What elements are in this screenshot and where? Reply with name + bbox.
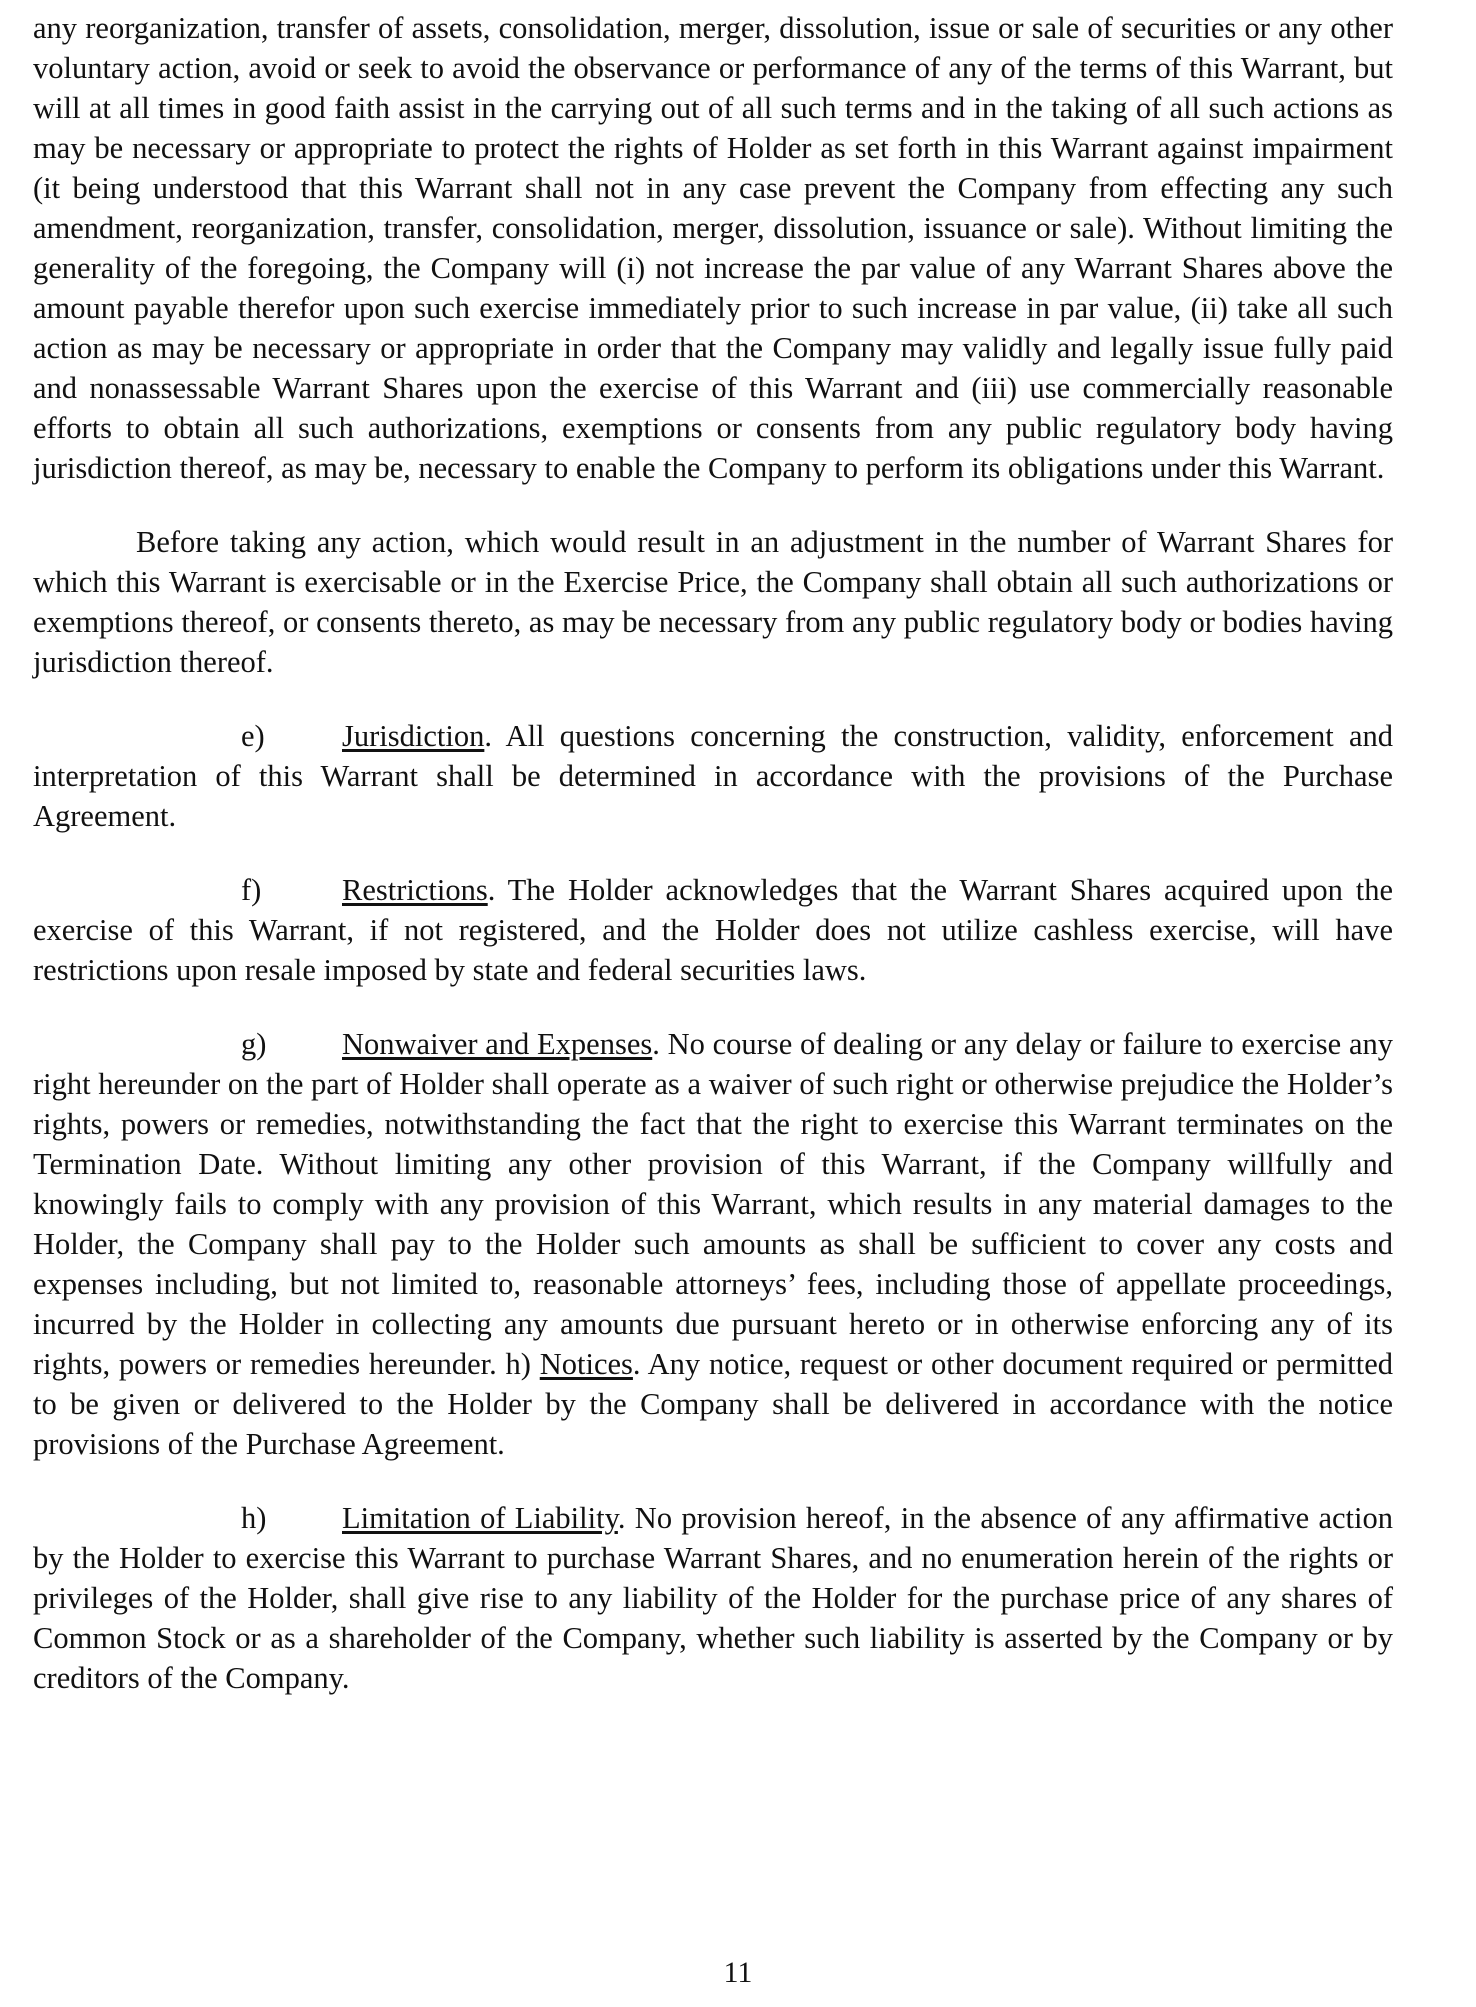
section-body: . The Holder acknowledges that the Warrant Shares acquired upon the exercise of this Warrant, if not registered, and the Holder does not utilize cashless exercise, will have restrictions upon resale imposed by state and federal securities laws. (33, 873, 1393, 987)
inline-body-notices: . Any notice, request or other document required or permitted to be given or delivered to the Holder by the Company shall be delivered in accordance with the notice provisions of the Purchase Agreement. (33, 1347, 1393, 1461)
section-g-nonwaiver (33, 1024, 1393, 1464)
inline-heading-notices: Notices (539, 1347, 633, 1381)
paragraph-covenants-continued: any reorganization, transfer of assets, consolidation, merger, dissolution, issue or sale of securities or any other voluntary action, avoid or seek to avoid the observance or performance of any of the terms of this Warrant, but will at all times in good faith assist in the carrying out of all such terms and in the taking of all such actions as may be necessary or appropriate to protect the rights of Holder as set forth in this Warrant against impairment (it being understood that this Warrant shall not in any case prevent the Company from effecting any such amendment, reorganization, transfer, consolidation, merger, dissolution, issuance or sale). Without limiting the generality of the foregoing, the Company will (i) not increase the par value of any Warrant Shares above the amount payable therefor upon such exercise immediately prior to such increase in par value, (ii) take all such action as may be necessary or appropriate in order that the Company may validly and legally issue fully paid and nonassessable Warrant Shares upon the exercise of this Warrant and (iii) use commercially reasonable efforts to obtain all such authorizations, exemptions or consents from any public regulatory body having jurisdiction thereof, as may be, necessary to enable the Company to perform its obligations under this Warrant. (33, 11, 1393, 485)
section-heading: Jurisdiction (342, 719, 485, 753)
section-body: . All questions concerning the construction, validity, enforcement and interpretation of this Warrant shall be determined in accordance with the provisions of the Purchase Agreement. (33, 719, 1393, 833)
section-e-jurisdiction (33, 716, 1393, 836)
section-f-restrictions (33, 870, 1393, 990)
section-letter: f) (241, 873, 262, 907)
document-page (33, 8, 1393, 1732)
section-heading: Limitation of Liability (342, 1501, 618, 1535)
section-heading: Nonwaiver and Expenses (342, 1027, 653, 1061)
page-number: 11 (723, 1956, 753, 1989)
paragraph-authorizations: Before taking any action, which would result in an adjustment in the number of Warrant Shares for which this Warrant is exercisable or in the Exercise Price, the Company shall obtain all such authorizations or exemptions thereof, or consents thereto, as may be necessary from any public regulatory body or bodies having jurisdiction thereof. (33, 525, 1393, 679)
section-h-limitation (33, 1498, 1393, 1698)
section-body: . No course of dealing or any delay or failure to exercise any right hereunder on the part of Holder shall operate as a waiver of such right or otherwise prejudice the Holder’s rights, powers or remedies, notwithstanding the fact that the right to exercise this Warrant terminates on the Termination Date. Without limiting any other provision of this Warrant, if the Company willfully and knowingly fails to comply with any provision of this Warrant, which results in any material damages to the Holder, the Company shall pay to the Holder such amounts as shall be sufficient to cover any costs and expenses including, but not limited to, reasonable attorneys’ fees, including those of appellate proceedings, incurred by the Holder in collecting any amounts due pursuant hereto or in otherwise enforcing any of its rights, powers or remedies hereunder. h) (33, 1027, 1393, 1381)
section-letter: e) (241, 719, 265, 753)
section-body: . No provision hereof, in the absence of any affirmative action by the Holder to exercise this Warrant to purchase Warrant Shares, and no enumeration herein of the rights or privileges of the Holder, shall give rise to any liability of the Holder for the purchase price of any shares of Common Stock or as a shareholder of the Company, whether such liability is asserted by the Company or by creditors of the Company. (33, 1501, 1393, 1695)
section-heading: Restrictions (342, 873, 488, 907)
section-letter: g) (241, 1027, 267, 1061)
section-letter: h) (241, 1501, 267, 1535)
